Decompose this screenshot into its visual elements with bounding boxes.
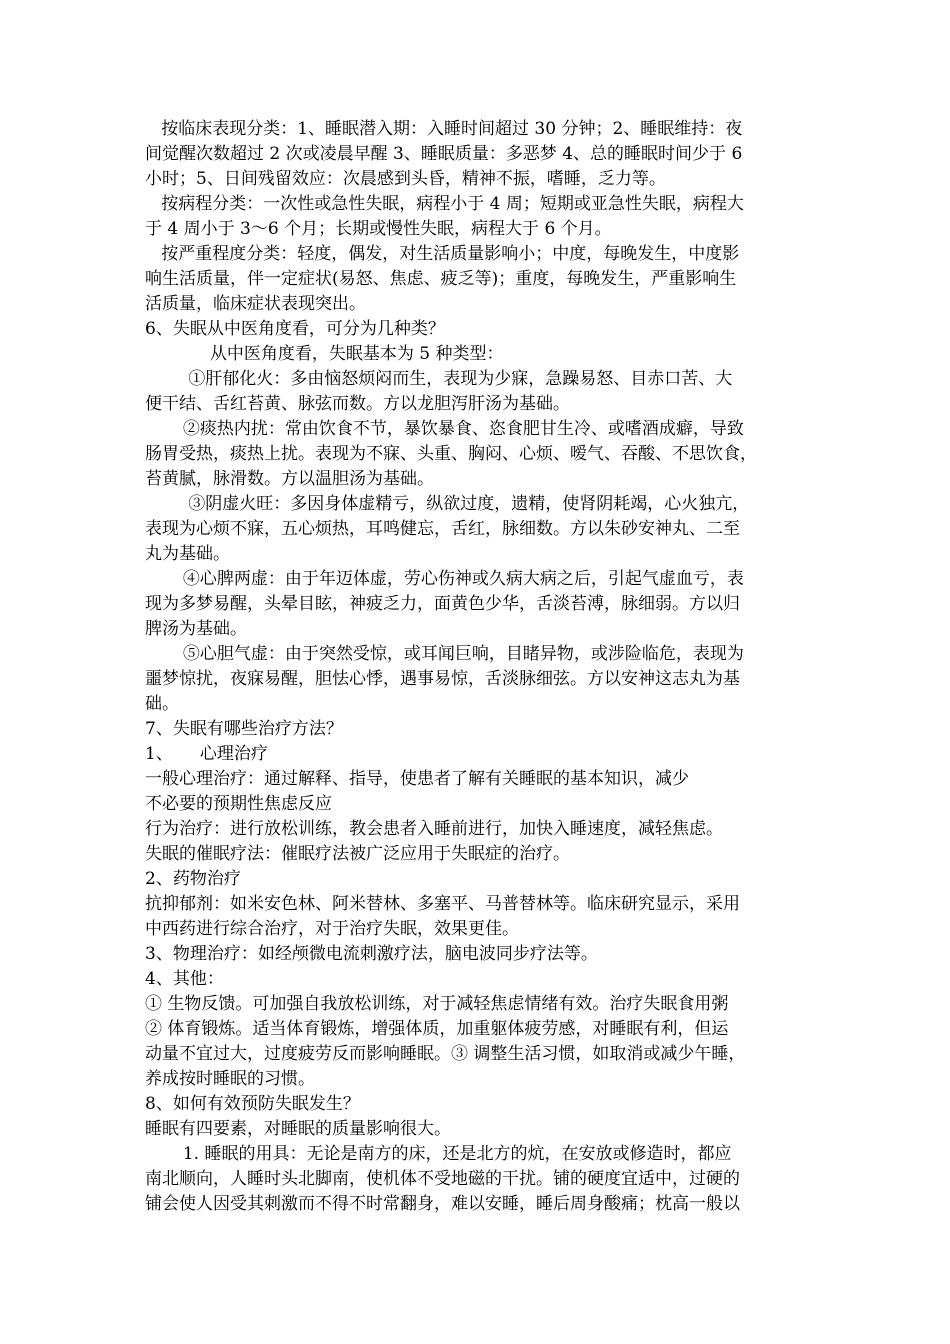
text-line: 养成按时睡眠的习惯。 <box>145 1069 315 1089</box>
text-line: 表现为心烦不寐，五心烦热，耳鸣健忘，舌红，脉细数。方以朱砂安神丸、二至 <box>145 519 740 539</box>
text-line: 南北顺向，人睡时头北脚南，使机体不受地磁的干扰。铺的硬度宜适中，过硬的 <box>145 1169 740 1189</box>
text-line: 7、失眠有哪些治疗方法？ <box>145 719 343 739</box>
text-line: 便干结、舌红苔黄、脉弦而数。方以龙胆泻肝汤为基础。 <box>145 394 570 414</box>
text-line: 间觉醒次数超过 2 次或凌晨早醒 3、睡眠质量：多恶梦 4、总的睡眠时间少于 6 <box>145 144 743 164</box>
text-line: ③阴虚火旺：多因身体虚精亏，纵欲过度，遗精，使肾阴耗竭，心火独亢， <box>145 494 750 514</box>
text-line: 脾汤为基础。 <box>145 619 247 639</box>
text-line: 不必要的预期性焦虑反应 <box>145 794 332 814</box>
text-line: 现为多梦易醒，头晕目眩，神疲乏力，面黄色少华，舌淡苔溥，脉细弱。方以归 <box>145 594 740 614</box>
text-line: 抗抑郁剂：如米安色林、阿米替林、多塞平、马普替林等。临床研究显示，采用 <box>145 894 740 914</box>
text-line: 一般心理治疗：通过解释、指导，使患者了解有关睡眠的基本知识，减少 <box>145 769 689 789</box>
text-line: 按严重程度分类：轻度，偶发，对生活质量影响小；中度，每晚发生，中度影 <box>145 244 740 264</box>
text-line: 噩梦惊扰，夜寐易醒，胆怯心悸，遇事易惊，舌淡脉细弦。方以安神这志丸为基 <box>145 669 740 689</box>
text-line: 于 4 周小于 3～6 个月；长期或慢性失眠，病程大于 6 个月。 <box>145 219 612 239</box>
text-line: 活质量，临床症状表现突出。 <box>145 294 366 314</box>
text-line: 中西药进行综合治疗，对于治疗失眠，效果更佳。 <box>145 919 519 939</box>
text-line: ② 体育锻炼。适当体育锻炼，增强体质，加重躯体疲劳感，对睡眠有利，但运 <box>145 1019 729 1039</box>
text-line: 睡眠有四要素，对睡眠的质量影响很大。 <box>145 1119 451 1139</box>
text-line: 8、如何有效预防失眠发生？ <box>145 1094 360 1114</box>
text-line: 动量不宜过大，过度疲劳反而影响睡眠。③ 调整生活习惯，如取消或减少午睡， <box>145 1044 746 1064</box>
text-line: 础。 <box>145 694 179 714</box>
text-line: 丸为基础。 <box>145 544 230 564</box>
text-line: 1、 心理治疗 <box>145 744 268 764</box>
text-line: 1. 睡眠的用具：无论是南方的床，还是北方的炕，在安放或修造时，都应 <box>145 1144 732 1164</box>
text-line: 响生活质量，伴一定症状(易怒、焦虑、疲乏等)；重度，每晚发生，严重影响生 <box>145 269 737 289</box>
text-line: 失眠的催眠疗法：催眠疗法被广泛应用于失眠症的治疗。 <box>145 844 570 864</box>
text-line: 4、其他： <box>145 969 224 989</box>
text-line: ④心脾两虚：由于年迈体虚，劳心伤神或久病大病之后，引起气虚血亏，表 <box>145 569 744 589</box>
text-line: 铺会使人因受其刺激而不得不时常翻身，难以安睡，睡后周身酸痛；枕高一般以 <box>145 1194 740 1214</box>
text-line: 小时；5、日间残留效应：次晨感到头昏，精神不振，嗜睡，乏力等。 <box>145 169 666 189</box>
text-line: 3、物理治疗：如经颅微电流刺激疗法，脑电波同步疗法等。 <box>145 944 598 964</box>
text-line: 肠胃受热，痰热上扰。表现为不寐、头重、胸闷、心烦、嗳气、吞酸、不思饮食， <box>145 444 757 464</box>
text-line: 苔黄腻，脉滑数。方以温胆汤为基础。 <box>145 469 434 489</box>
text-line: 从中医角度看，失眠基本为 5 种类型： <box>145 344 504 364</box>
text-line: ②痰热内扰：常由饮食不节，暴饮暴食、恣食肥甘生冷、或嗜酒成癖，导致 <box>145 419 744 439</box>
text-line: 6、失眠从中医角度看，可分为几种类？ <box>145 319 445 339</box>
text-line: ①肝郁化火：多由恼怒烦闷而生，表现为少寐，急躁易怒、目赤口苦、大 <box>145 369 733 389</box>
text-line: 行为治疗：进行放松训练，教会患者入睡前进行，加快入睡速度，减轻焦虑。 <box>145 819 723 839</box>
text-line: 按临床表现分类：1、睡眠潜入期：入睡时间超过 30 分钟；2、睡眠维持：夜 <box>145 119 743 139</box>
text-line: ⑤心胆气虚：由于突然受惊，或耳闻巨响，目睹异物，或涉险临危，表现为 <box>145 644 744 664</box>
text-line: 2、药物治疗 <box>145 869 241 889</box>
text-line: ① 生物反馈。可加强自我放松训练，对于减轻焦虑情绪有效。治疗失眠食用粥 <box>145 994 729 1014</box>
text-line: 按病程分类：一次性或急性失眠，病程小于 4 周；短期或亚急性失眠，病程大 <box>145 194 744 214</box>
